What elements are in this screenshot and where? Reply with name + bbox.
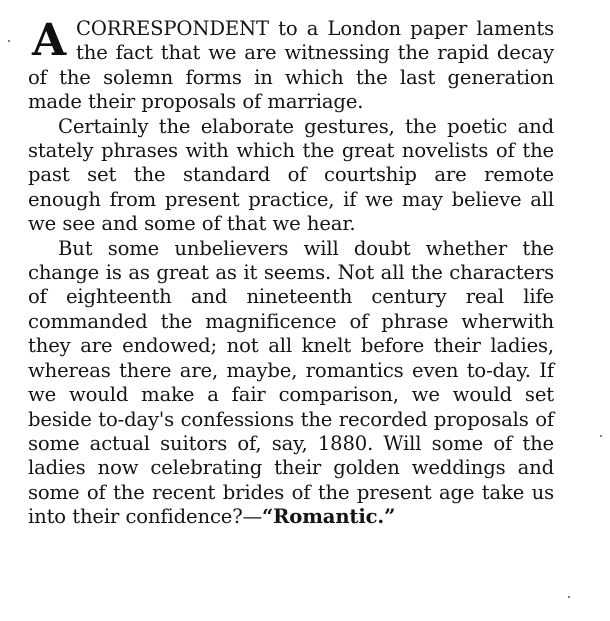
- paragraph-3: [28, 237, 554, 530]
- print-speck: [600, 435, 602, 437]
- paragraph-3-text: But some unbelievers will doubt whether the change is as great as it seems. Not all the characters of eighteenth and nineteenth century real life commanded the magnificence of phrase wherwith they are endowed; not all knelt before their ladies, whereas there are, maybe, romantics even to-day. If we would make a fair comparison, we would set beside to-day's confessions the recorded proposals of some actual suitors of, say, 1880. Will some of the ladies now celebrating their golden weddings and some of the recent brides of the present age take us into their confidence?—: [28, 236, 554, 529]
- paragraph-1: [28, 17, 554, 115]
- drop-cap: A: [32, 15, 66, 66]
- print-speck: [568, 596, 570, 598]
- letter-article: [28, 17, 554, 530]
- paragraph-1-lead: CORRESPONDENT to a London paper: [76, 17, 468, 40]
- paragraph-1-rest: laments the fact that we are witnessing the rapid decay of the solemn forms in which the last generation made their proposals of marriage.: [28, 17, 555, 114]
- paragraph-2: Certainly the elaborate gestures, the poetic and stately phrases with which the great novelists of the past set the standard of courtship are remote enough from present practice, if we may believe all we see and some of that we hear.: [28, 114, 554, 236]
- print-speck: [8, 40, 10, 42]
- signature: “Romantic.”: [262, 505, 396, 529]
